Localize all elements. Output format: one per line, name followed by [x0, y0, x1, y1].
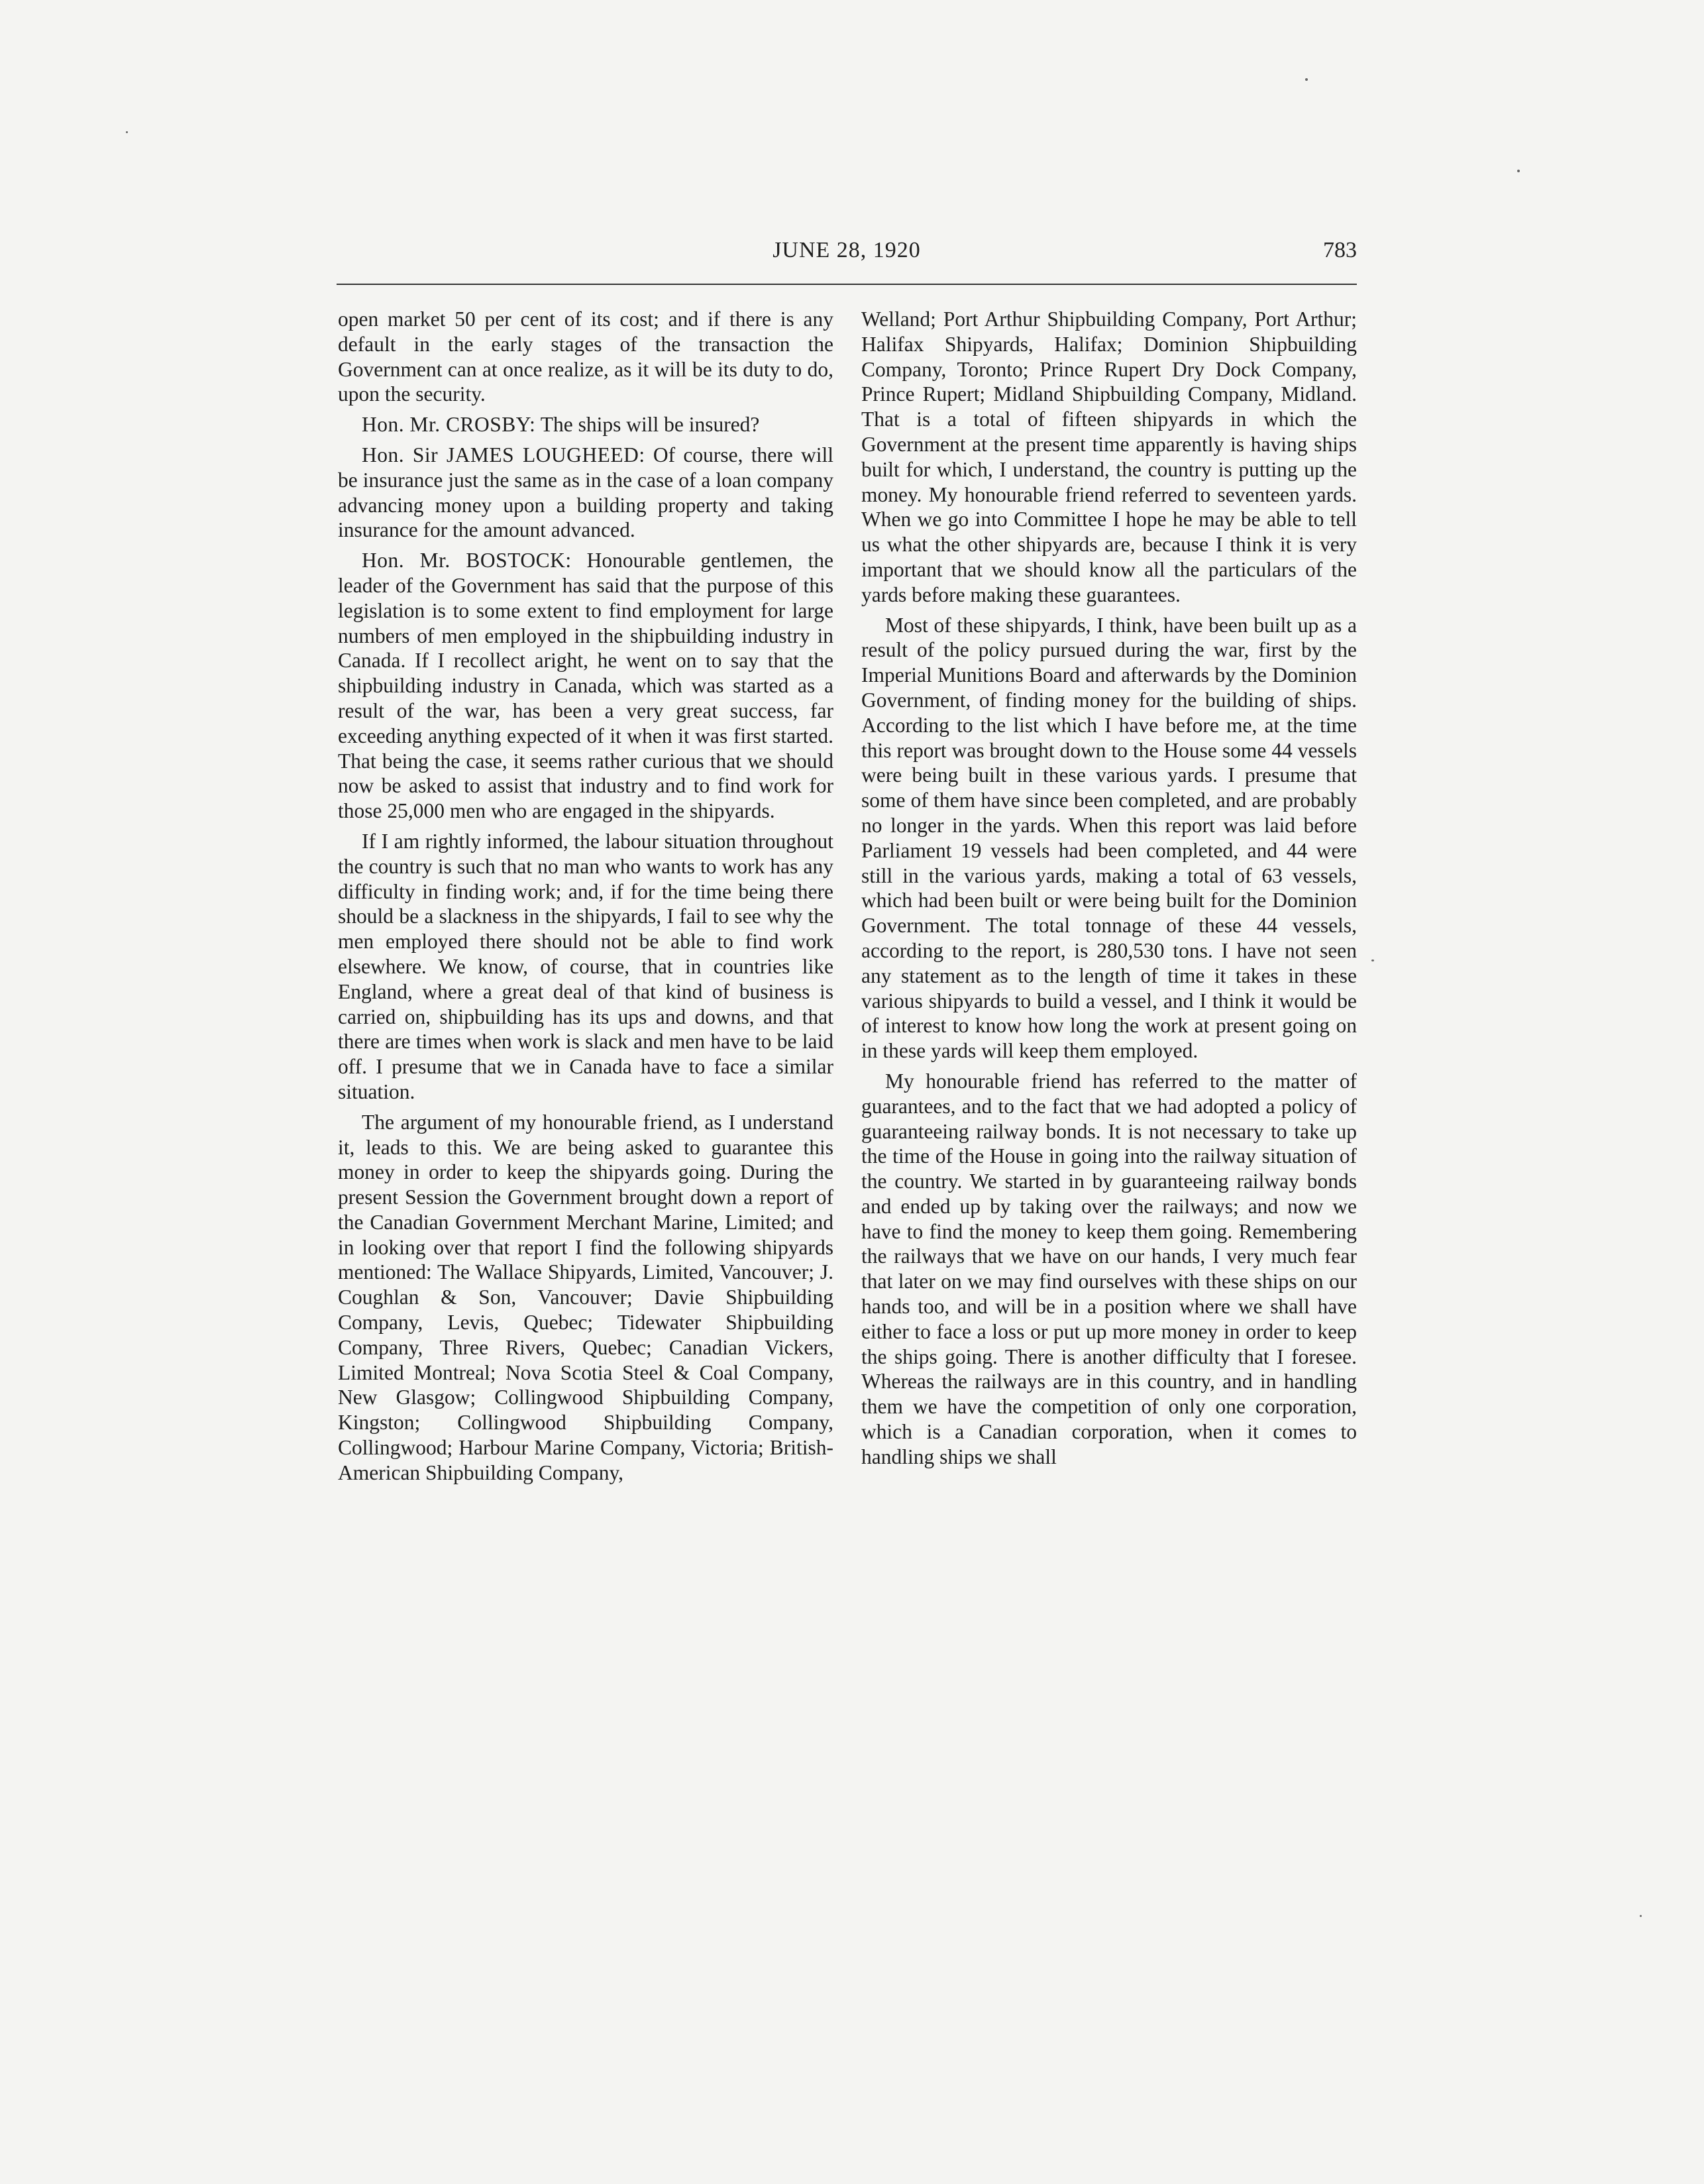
speech-text: The ships will be insured?	[535, 413, 760, 437]
page-header	[337, 235, 1357, 268]
paragraph: Most of these shipyards, I think, have been built up as a result of the policy pursued during the war, first by the Imperial Munitions Board and afterwards by the Dominion Government, of finding money for the building of ships. According to the list which I have before me, at the time this report was brought down to the House some 44 vessels were being built in these various yards. I presume that some of them have since been completed, and are probably no longer in the yards. When this report was laid before Parliament 19 vessels had been completed, and 44 were still in the various yards, making a total of 63 vessels, which had been built or were being built for the Dominion Government. The total tonnage of these 44 vessels, according to the report, is 280,530 tons. I have not seen any statement as to the length of time it takes in these various shipyards to build a vessel, and I think it would be of interest to know how long the work at present going on in these yards will keep them employed.	[861, 613, 1357, 1063]
scan-speck	[1640, 1915, 1642, 1917]
left-column	[338, 307, 833, 1491]
speech-text: Of course, there will be insurance just the same as in the case of a loan company advancing money upon a building property and taking insurance for the amount advanced.	[338, 443, 833, 542]
scan-speck	[1371, 959, 1374, 961]
page-number: 783	[1323, 238, 1357, 262]
paragraph: open market 50 per cent of its cost; and if there is any default in the early stages of the transaction the Government can at once realize, as it will be its duty to do, upon the security.	[338, 307, 833, 406]
paragraph: The argument of my honourable friend, as I understand it, leads to this. We are being asked to guarantee this money in order to keep the shipyards going. During the present Session the Government brought down a report of the Canadian Government Merchant Marine, Limited; and in looking over that report I find the following shipyards mentioned: The Wallace Shipyards, Limited, Vancouver; J. Coughlan & Son, Vancouver; Davie Shipbuilding Company, Levis, Quebec; Tidewater Shipbuilding Company, Three Rivers, Quebec; Canadian Vickers, Limited Montreal; Nova Scotia Steel & Coal Company, New Glasgow; Collingwood Shipbuilding Company, Kingston; Collingwood Shipbuilding Company, Collingwood; Harbour Marine Company, Victoria; British-American Shipbuilding Company,	[338, 1110, 833, 1484]
paragraph	[338, 443, 833, 543]
speaker-name: Hon. Mr. BOSTOCK:	[362, 549, 572, 573]
paragraph: If I am rightly informed, the labour situation throughout the country is such that no man who wants to work has any difficulty in finding work; and, if for the time being there should be a slackness in the shipyards, I fail to see why the men employed there should not be able to find work elsewhere. We know, of course, that in countries like England, where a great deal of that kind of business is carried on, shipbuilding has its ups and downs, and that there are times when work is slack and men have to be laid off. I presume that we in Canada have to face a similar situation.	[338, 829, 833, 1103]
speech-text: Honourable gentlemen, the leader of the Government has said that the purpose of this legislation is to some extent to find employment for large numbers of men employed in the shipbuilding industry in Canada. If I recollect aright, he went on to say that the shipbuilding industry in Canada, which was started as a result of the war, has been a very great success, far exceeding anything expected of it when it was first started. That being the case, it seems rather curious that we should now be asked to assist that industry and to find work for those 25,000 men who are engaged in the shipyards.	[338, 549, 833, 823]
scan-speck	[1517, 170, 1520, 172]
speaker-name: Hon. Mr. CROSBY:	[362, 413, 536, 437]
paragraph	[338, 548, 833, 824]
header-date: JUNE 28, 1920	[772, 238, 921, 262]
scan-speck	[1305, 78, 1308, 81]
paragraph: My honourable friend has referred to the matter of guarantees, and to the fact that we had adopted a policy of guaranteeing railway bonds. It is not necessary to take up the time of the House in going into the railway situation of the country. We started in by guaranteeing railway bonds and ended up by taking over the railways; and now we have to find the money to keep them going. Remembering the railways that we have on our hands, I very much fear that later on we may find ourselves with these ships on our hands too, and will be in a position where we shall have either to face a loss or put up more money in order to keep the ships going. There is another difficulty that I foresee. Whereas the railways are in this country, and in handling them we have the competition of only one corporation, which is a Canadian corporation, when it comes to handling ships we shall	[861, 1069, 1357, 1468]
scan-speck	[126, 131, 128, 133]
speaker-name: Hon. Sir JAMES LOUGHEED:	[362, 443, 645, 466]
paragraph: Welland; Port Arthur Shipbuilding Company, Port Arthur; Halifax Shipyards, Halifax; Dominion Shipbuilding Company, Toronto; Prince Rupert Dry Dock Company, Prince Rupert; Midland Shipbuilding Company, Midland. That is a total of fifteen shipyards in which the Government at the present time apparently is having ships built for which, I understand, the country is putting up the money. My honourable friend referred to seventeen yards. When we go into Committee I hope he may be able to tell us what the other shipyards are, because I think it is very important that we should know all the particulars of the yards before making these guarantees.	[861, 307, 1357, 606]
right-column	[861, 307, 1357, 1475]
header-rule	[337, 284, 1357, 285]
paragraph	[338, 412, 833, 437]
